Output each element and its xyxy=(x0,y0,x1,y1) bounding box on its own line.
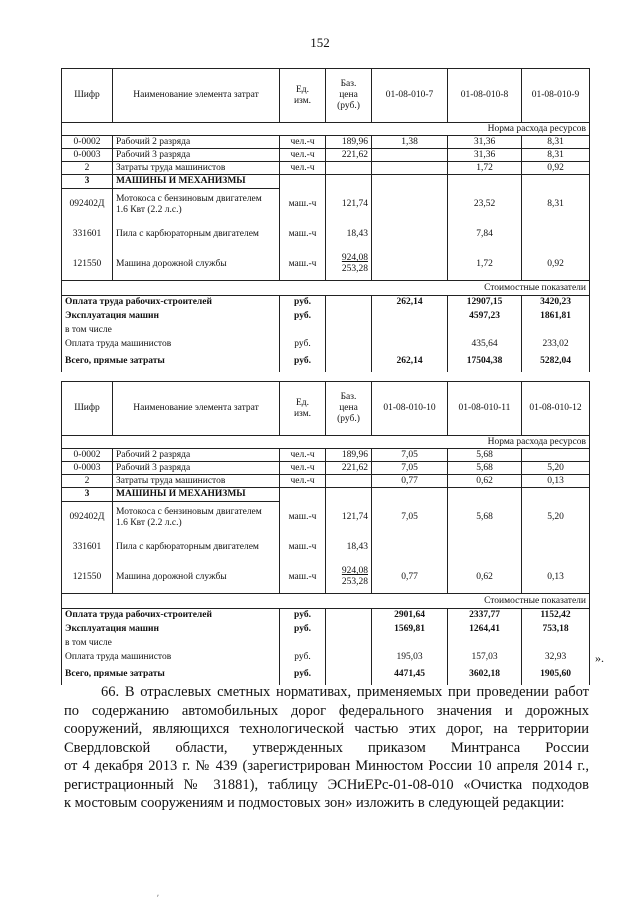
section-code: 3 xyxy=(62,488,113,502)
header-unit-line: изм. xyxy=(293,95,312,106)
regulation-paragraph xyxy=(64,683,589,813)
row-name: Пила с карбюраторным двигателем xyxy=(113,534,280,562)
quote-close-mark: ». xyxy=(595,651,604,665)
row-price-old: 924,08 xyxy=(341,566,368,577)
norm-label-row xyxy=(62,436,590,449)
row-price: 18,43 xyxy=(326,534,372,562)
empty-cell xyxy=(326,296,372,310)
total-value: 262,14 xyxy=(372,352,448,372)
row-name: Мотокоса с бензиновым двигателем 1.6 Квт (2.2 л.с.) xyxy=(113,189,280,221)
row-price: 221,62 xyxy=(326,149,372,162)
header-norm-col: 01-08-010-7 xyxy=(372,69,448,123)
total-value: 12907,15 xyxy=(448,296,522,310)
row-price xyxy=(326,562,372,594)
total-name: в том числе xyxy=(62,637,280,651)
total-value: 17504,38 xyxy=(448,352,522,372)
cost-label: Стоимостные показатели xyxy=(62,281,590,296)
header-name: Наименование элемента затрат xyxy=(113,382,280,436)
totals-row xyxy=(62,324,590,338)
row-name: Пила с карбюраторным двигателем xyxy=(113,221,280,249)
header-row xyxy=(62,69,590,123)
header-unit xyxy=(280,69,326,123)
row-code: 2 xyxy=(62,162,113,175)
row-code: 331601 xyxy=(62,221,113,249)
total-value: 4471,45 xyxy=(372,665,448,685)
row-unit: чел.-ч xyxy=(280,449,326,462)
cost-label-row xyxy=(62,594,590,609)
totals-row xyxy=(62,637,590,651)
row-price: 121,74 xyxy=(326,502,372,534)
row-code: 0-0003 xyxy=(62,149,113,162)
row-price: 189,96 xyxy=(326,449,372,462)
row-value: 31,36 xyxy=(448,136,522,149)
total-value xyxy=(372,338,448,352)
row-name: Затраты труда машинистов xyxy=(113,475,280,488)
total-value: 753,18 xyxy=(522,623,590,637)
total-value: 5282,04 xyxy=(522,352,590,372)
row-unit: чел.-ч xyxy=(280,149,326,162)
total-value: 2337,77 xyxy=(448,609,522,623)
total-name: в том числе xyxy=(62,324,280,338)
row-code: 121550 xyxy=(62,249,113,281)
table-row xyxy=(62,149,590,162)
row-name: Рабочий 2 разряда xyxy=(113,136,280,149)
paragraph-line: Свердловской области, утвержденных приказом Минтранса России xyxy=(64,739,589,756)
row-value xyxy=(372,221,448,249)
row-name: Машина дорожной службы xyxy=(113,562,280,594)
total-value xyxy=(372,637,448,651)
section-title: МАШИНЫ И МЕХАНИЗМЫ xyxy=(113,175,280,189)
row-value xyxy=(522,221,590,249)
section-row xyxy=(62,488,590,502)
machine-row xyxy=(62,502,590,534)
table-row xyxy=(62,475,590,488)
row-value: 0,77 xyxy=(372,475,448,488)
row-value: 23,52 xyxy=(448,189,522,221)
row-value: 7,84 xyxy=(448,221,522,249)
table-row xyxy=(62,136,590,149)
empty-cell xyxy=(326,488,372,502)
row-price-old: 924,08 xyxy=(341,253,368,264)
row-code: 121550 xyxy=(62,562,113,594)
row-unit: чел.-ч xyxy=(280,162,326,175)
row-value xyxy=(372,149,448,162)
row-name: Рабочий 3 разряда xyxy=(113,149,280,162)
total-unit: руб. xyxy=(280,623,326,637)
row-code: 331601 xyxy=(62,534,113,562)
row-value xyxy=(372,189,448,221)
footer-mark: ʹ xyxy=(157,893,159,903)
row-unit: маш.-ч xyxy=(280,221,326,249)
row-value: 0,92 xyxy=(522,249,590,281)
row-value: 7,05 xyxy=(372,449,448,462)
empty-cell xyxy=(522,175,590,189)
empty-cell xyxy=(326,338,372,352)
row-unit: чел.-ч xyxy=(280,475,326,488)
empty-cell xyxy=(372,175,448,189)
row-value: 1,38 xyxy=(372,136,448,149)
header-price-line: цена xyxy=(339,90,358,100)
header-row xyxy=(62,382,590,436)
row-value: 31,36 xyxy=(448,149,522,162)
total-value: 1152,42 xyxy=(522,609,590,623)
row-value xyxy=(372,249,448,281)
row-unit: маш.-ч xyxy=(280,189,326,221)
header-price-line: Баз. xyxy=(340,392,357,402)
row-code: 092402Д xyxy=(62,502,113,534)
total-unit xyxy=(280,637,326,651)
row-value: 7,05 xyxy=(372,462,448,475)
totals-row xyxy=(62,623,590,637)
total-value: 4597,23 xyxy=(448,310,522,324)
row-value: 8,31 xyxy=(522,149,590,162)
norm-label: Норма расхода ресурсов xyxy=(62,123,590,136)
row-value: 7,05 xyxy=(372,502,448,534)
row-price xyxy=(326,162,372,175)
row-value xyxy=(372,162,448,175)
row-code: 092402Д xyxy=(62,189,113,221)
row-unit: чел.-ч xyxy=(280,136,326,149)
machine-row xyxy=(62,221,590,249)
header-price-line: (руб.) xyxy=(337,101,360,111)
paragraph-line: 66. В отраслевых сметных нормативах, применяемых при проведении работ xyxy=(101,684,589,700)
section-code: 3 xyxy=(62,175,113,189)
total-unit: руб. xyxy=(280,352,326,372)
row-name: Мотокоса с бензиновым двигателем 1.6 Квт (2.2 л.с.) xyxy=(113,502,280,534)
row-value: 5,68 xyxy=(448,462,522,475)
machine-row xyxy=(62,534,590,562)
empty-cell xyxy=(326,665,372,685)
total-value xyxy=(372,324,448,338)
paragraph-line: сооружений, являющихся технологической частью этих дорог, на территории xyxy=(64,721,589,737)
paragraph-line: регистрационный № 31881), таблицу ЭСНиЕРс-01-08-010 «Очистка подходов xyxy=(64,776,589,793)
resource-table-1 xyxy=(61,68,590,372)
paragraph-line: по содержанию автомобильных дорог федерального значения и дорожных xyxy=(64,702,589,719)
row-unit: маш.-ч xyxy=(280,562,326,594)
total-name: Эксплуатация машин xyxy=(62,623,280,637)
total-name: Всего, прямые затраты xyxy=(62,352,280,372)
total-name: Всего, прямые затраты xyxy=(62,665,280,685)
empty-cell xyxy=(326,623,372,637)
row-code: 2 xyxy=(62,475,113,488)
total-name: Оплата труда машинистов xyxy=(62,651,280,665)
cost-label-row xyxy=(62,281,590,296)
empty-cell xyxy=(372,488,448,502)
cost-label: Стоимостные показатели xyxy=(62,594,590,609)
total-value: 32,93 xyxy=(522,651,590,665)
header-unit-line: изм. xyxy=(293,408,312,419)
header-price-line: (руб.) xyxy=(337,414,360,424)
total-unit: руб. xyxy=(280,296,326,310)
total-value: 1569,81 xyxy=(372,623,448,637)
total-value xyxy=(448,637,522,651)
empty-cell xyxy=(326,609,372,623)
table-row xyxy=(62,162,590,175)
row-value: 0,62 xyxy=(448,562,522,594)
empty-cell xyxy=(326,175,372,189)
total-value xyxy=(522,637,590,651)
machine-row xyxy=(62,249,590,281)
table-row xyxy=(62,449,590,462)
empty-cell xyxy=(326,324,372,338)
totals-row xyxy=(62,665,590,685)
header-norm-col: 01-08-010-12 xyxy=(522,382,590,436)
total-unit xyxy=(280,324,326,338)
header-norm-col: 01-08-010-9 xyxy=(522,69,590,123)
total-value: 2901,64 xyxy=(372,609,448,623)
row-unit: маш.-ч xyxy=(280,534,326,562)
row-value: 1,72 xyxy=(448,162,522,175)
totals-row xyxy=(62,310,590,324)
row-value: 5,68 xyxy=(448,502,522,534)
empty-cell xyxy=(280,488,326,502)
row-value xyxy=(448,534,522,562)
header-unit-line: Ед. xyxy=(295,397,309,408)
empty-cell xyxy=(280,175,326,189)
row-value: 5,68 xyxy=(448,449,522,462)
row-value xyxy=(522,534,590,562)
resource-table-2 xyxy=(61,381,590,685)
row-code: 0-0003 xyxy=(62,462,113,475)
total-value: 233,02 xyxy=(522,338,590,352)
total-name: Оплата труда рабочих-строителей xyxy=(62,296,280,310)
total-value: 262,14 xyxy=(372,296,448,310)
header-norm-col: 01-08-010-10 xyxy=(372,382,448,436)
header-price-line: Баз. xyxy=(340,79,357,89)
total-value: 1861,81 xyxy=(522,310,590,324)
section-row xyxy=(62,175,590,189)
header-price xyxy=(326,69,372,123)
header-norm-col: 01-08-010-11 xyxy=(448,382,522,436)
machine-row xyxy=(62,189,590,221)
total-value: 435,64 xyxy=(448,338,522,352)
row-price xyxy=(326,249,372,281)
row-price: 121,74 xyxy=(326,189,372,221)
empty-cell xyxy=(448,488,522,502)
machine-row xyxy=(62,562,590,594)
total-name: Оплата труда машинистов xyxy=(62,338,280,352)
total-unit: руб. xyxy=(280,338,326,352)
empty-cell xyxy=(326,651,372,665)
header-name: Наименование элемента затрат xyxy=(113,69,280,123)
totals-row xyxy=(62,352,590,372)
total-name: Эксплуатация машин xyxy=(62,310,280,324)
row-price: 221,62 xyxy=(326,462,372,475)
header-code: Шифр xyxy=(62,382,113,436)
norm-label: Норма расхода ресурсов xyxy=(62,436,590,449)
row-price: 18,43 xyxy=(326,221,372,249)
row-value: 8,31 xyxy=(522,189,590,221)
norm-label-row xyxy=(62,123,590,136)
totals-row xyxy=(62,338,590,352)
row-price-new: 253,28 xyxy=(341,264,368,275)
total-unit: руб. xyxy=(280,651,326,665)
empty-cell xyxy=(326,310,372,324)
header-unit xyxy=(280,382,326,436)
row-value: 0,13 xyxy=(522,562,590,594)
empty-cell xyxy=(326,637,372,651)
paragraph-line: от 4 декабря 2013 г. № 439 (зарегистрирован Минюстом России 10 апреля 2014 г., xyxy=(64,758,589,774)
row-price xyxy=(326,475,372,488)
row-value: 5,20 xyxy=(522,462,590,475)
total-value: 157,03 xyxy=(448,651,522,665)
total-unit: руб. xyxy=(280,310,326,324)
row-name: Затраты труда машинистов xyxy=(113,162,280,175)
header-code: Шифр xyxy=(62,69,113,123)
header-unit-line: Ед. xyxy=(295,84,309,95)
total-unit: руб. xyxy=(280,609,326,623)
header-price xyxy=(326,382,372,436)
row-value xyxy=(522,449,590,462)
total-value xyxy=(372,310,448,324)
row-unit: маш.-ч xyxy=(280,502,326,534)
total-value: 3602,18 xyxy=(448,665,522,685)
row-price: 189,96 xyxy=(326,136,372,149)
row-value: 0,92 xyxy=(522,162,590,175)
row-value: 0,77 xyxy=(372,562,448,594)
row-code: 0-0002 xyxy=(62,449,113,462)
empty-cell xyxy=(326,352,372,372)
row-value xyxy=(372,534,448,562)
row-value: 0,13 xyxy=(522,475,590,488)
row-value: 0,62 xyxy=(448,475,522,488)
total-value xyxy=(448,324,522,338)
total-value: 195,03 xyxy=(372,651,448,665)
row-value: 8,31 xyxy=(522,136,590,149)
row-value: 1,72 xyxy=(448,249,522,281)
paragraph-line: к мостовым сооружениям и подмостовых зон» изложить в следующей редакции: xyxy=(64,795,565,811)
total-unit: руб. xyxy=(280,665,326,685)
totals-row xyxy=(62,609,590,623)
total-value xyxy=(522,324,590,338)
total-name: Оплата труда рабочих-строителей xyxy=(62,609,280,623)
row-unit: чел.-ч xyxy=(280,462,326,475)
row-unit: маш.-ч xyxy=(280,249,326,281)
empty-cell xyxy=(522,488,590,502)
header-norm-col: 01-08-010-8 xyxy=(448,69,522,123)
empty-cell xyxy=(448,175,522,189)
row-name: Рабочий 2 разряда xyxy=(113,449,280,462)
table-row xyxy=(62,462,590,475)
total-value: 1905,60 xyxy=(522,665,590,685)
row-name: Рабочий 3 разряда xyxy=(113,462,280,475)
totals-row xyxy=(62,651,590,665)
total-value: 3420,23 xyxy=(522,296,590,310)
header-price-line: цена xyxy=(339,403,358,413)
row-name: Машина дорожной службы xyxy=(113,249,280,281)
totals-row xyxy=(62,296,590,310)
section-title: МАШИНЫ И МЕХАНИЗМЫ xyxy=(113,488,280,502)
page-number: 152 xyxy=(310,35,330,50)
row-price-new: 253,28 xyxy=(341,577,368,588)
row-code: 0-0002 xyxy=(62,136,113,149)
row-value: 5,20 xyxy=(522,502,590,534)
total-value: 1264,41 xyxy=(448,623,522,637)
